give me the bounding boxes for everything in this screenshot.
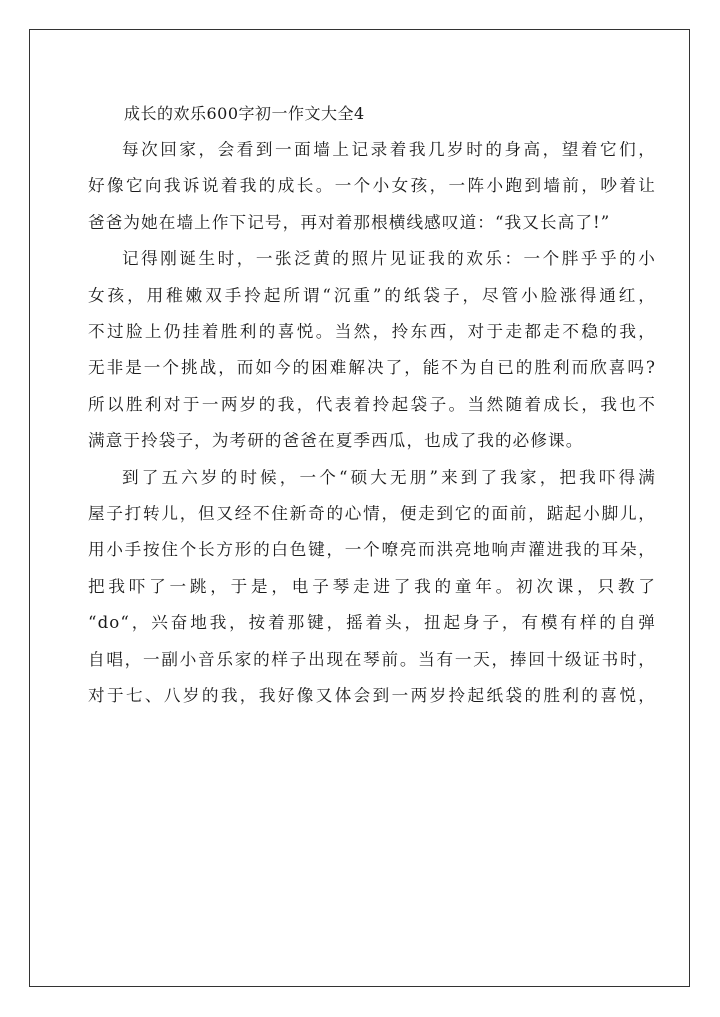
- document-title: 成长的欢乐600字初一作文大全4: [124, 104, 365, 123]
- text-line: 用小手按住个长方形的白色键，一个嘹亮而洪亮地响声灌进我的耳朵，: [88, 540, 656, 560]
- text-line: 所以胜利对于一两岁的我，代表着拎起袋子。当然随着成长，我也不: [88, 394, 656, 414]
- text-line: 好像它向我诉说着我的成长。一个小女孩，一阵小跑到墙前，吵着让: [88, 176, 656, 196]
- document-body: [88, 132, 656, 715]
- text-line: 不过脸上仍挂着胜利的喜悦。当然，拎东西，对于走都走不稳的我，: [88, 322, 656, 342]
- text-line: 对于七、八岁的我，我好像又体会到一两岁拎起纸袋的胜利的喜悦，: [88, 686, 656, 706]
- text-line: 记得刚诞生时，一张泛黄的照片见证我的欢乐：一个胖乎乎的小: [122, 249, 656, 269]
- text-line: 自唱，一副小音乐家的样子出现在琴前。当有一天，捧回十级证书时，: [88, 649, 656, 669]
- text-line: 无非是一个挑战，而如今的困难解决了，能不为自已的胜利而欣喜吗?: [88, 358, 656, 378]
- text-line: 把我吓了一跳，于是，电子琴走进了我的童年。初次课，只教了: [88, 576, 656, 596]
- text-line: 屋子打转儿，但又经不住新奇的心情，便走到它的面前，踮起小脚儿，: [88, 504, 656, 524]
- paragraph: [88, 460, 656, 715]
- text-line: “do“，兴奋地我，按着那键，摇着头，扭起身子，有模有样的自弹: [88, 613, 656, 633]
- text-line: 爸爸为她在墙上作下记号，再对着那根横线感叹道：“我又长高了!”: [88, 212, 611, 232]
- text-line: 女孩，用稚嫩双手拎起所谓“沉重”的纸袋子，尽管小脸涨得通红，: [88, 285, 656, 305]
- text-line: 满意于拎袋子，为考研的爸爸在夏季西瓜，也成了我的必修课。: [88, 431, 584, 451]
- paragraph: [88, 132, 656, 241]
- text-line: 到了五六岁的时候，一个“硕大无朋”来到了我家，把我吓得满: [122, 467, 656, 487]
- document-content: [88, 96, 656, 715]
- text-line: 每次回家，会看到一面墙上记录着我几岁时的身高，望着它们，: [122, 140, 656, 159]
- paragraph: [88, 241, 656, 459]
